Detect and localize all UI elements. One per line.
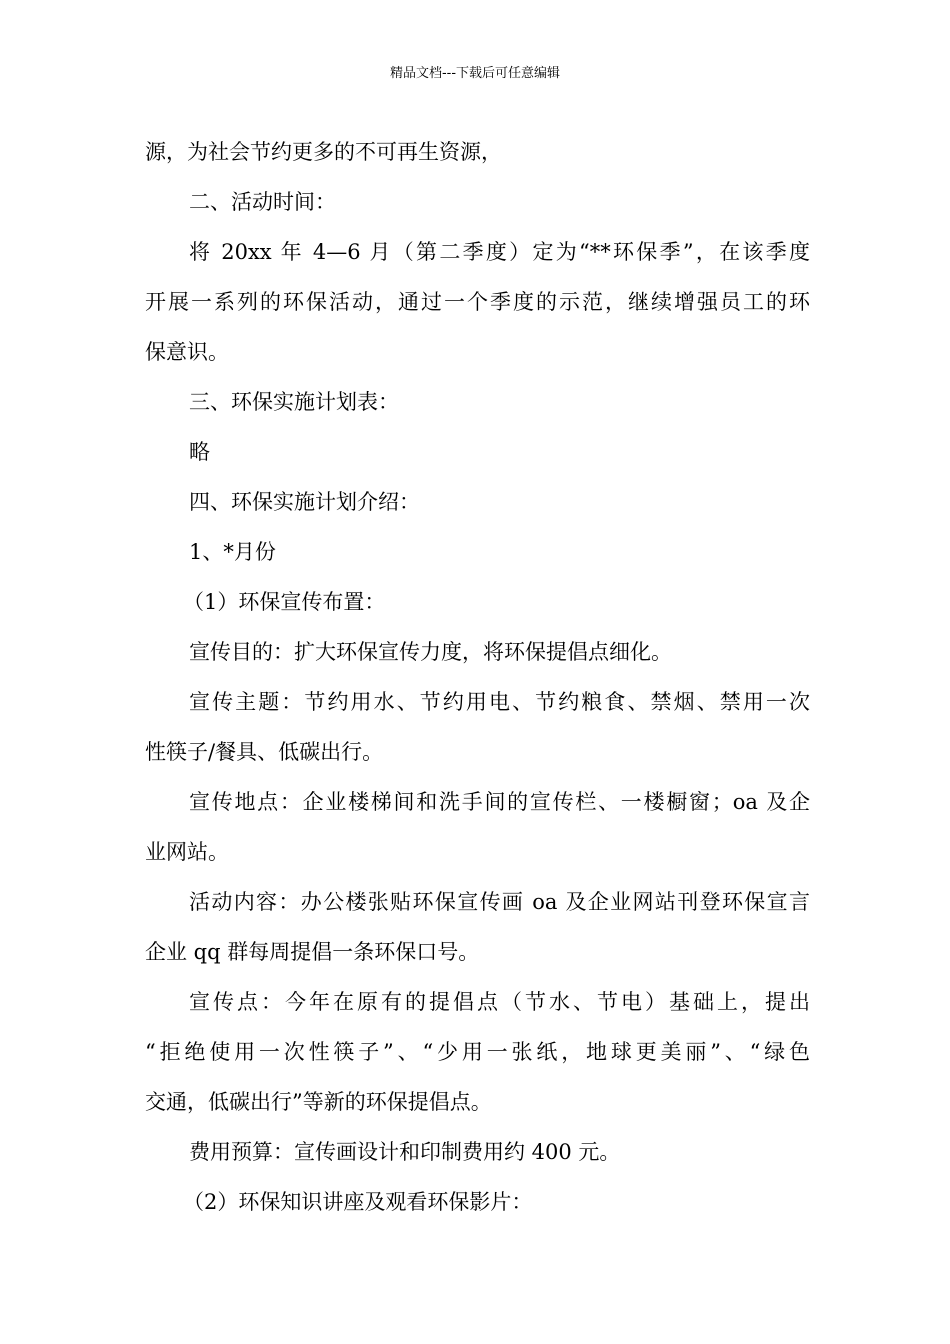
paragraph-line: 业网站。 <box>145 840 229 864</box>
paragraph-line: 费用预算：宣传画设计和印制费用约 400 元。 <box>189 1140 621 1164</box>
paragraph-line: 企业 qq 群每周提倡一条环保口号。 <box>145 940 480 964</box>
page-header: 精品文档---下载后可任意编辑 <box>389 66 561 81</box>
section-heading-plan-table: 三、环保实施计划表： <box>189 390 399 414</box>
paragraph-line: 略 <box>189 440 210 464</box>
paragraph-line: 宣传点：今年在原有的提倡点（节水、节电）基础上，提出 <box>189 990 810 1014</box>
subsection-heading-month: 1、*月份 <box>189 540 276 564</box>
paragraph-line: 源，为社会节约更多的不可再生资源， <box>145 140 502 164</box>
section-heading-time: 二、活动时间： <box>189 190 336 214</box>
paragraph-line: 活动内容：办公楼张贴环保宣传画 oa 及企业网站刊登环保宣言 <box>189 890 810 914</box>
paragraph-line: 性筷子/餐具、低碳出行。 <box>145 740 384 764</box>
paragraph-line: 宣传目的：扩大环保宣传力度，将环保提倡点细化。 <box>189 640 672 664</box>
subsection-heading-lecture: （2）环保知识讲座及观看环保影片： <box>183 1190 533 1214</box>
paragraph-line: 宣传主题：节约用水、节约用电、节约粮食、禁烟、禁用一次 <box>189 690 810 714</box>
paragraph-line: 宣传地点：企业楼梯间和洗手间的宣传栏、一楼橱窗；oa 及企 <box>189 790 810 814</box>
paragraph-line: “拒绝使用一次性筷子”、“少用一张纸，地球更美丽”、“绿色 <box>145 1040 810 1064</box>
paragraph-line: 交通，低碳出行”等新的环保提倡点。 <box>145 1090 492 1114</box>
subsection-heading-publicity: （1）环保宣传布置： <box>183 590 386 614</box>
section-heading-plan-intro: 四、环保实施计划介绍： <box>189 490 420 514</box>
paragraph-line: 开展一系列的环保活动，通过一个季度的示范，继续增强员工的环 <box>145 290 810 314</box>
paragraph-line: 将 20xx 年 4—6 月（第二季度）定为“**环保季”，在该季度 <box>189 240 810 264</box>
paragraph-line: 保意识。 <box>145 340 229 364</box>
document-body <box>145 127 810 1227</box>
